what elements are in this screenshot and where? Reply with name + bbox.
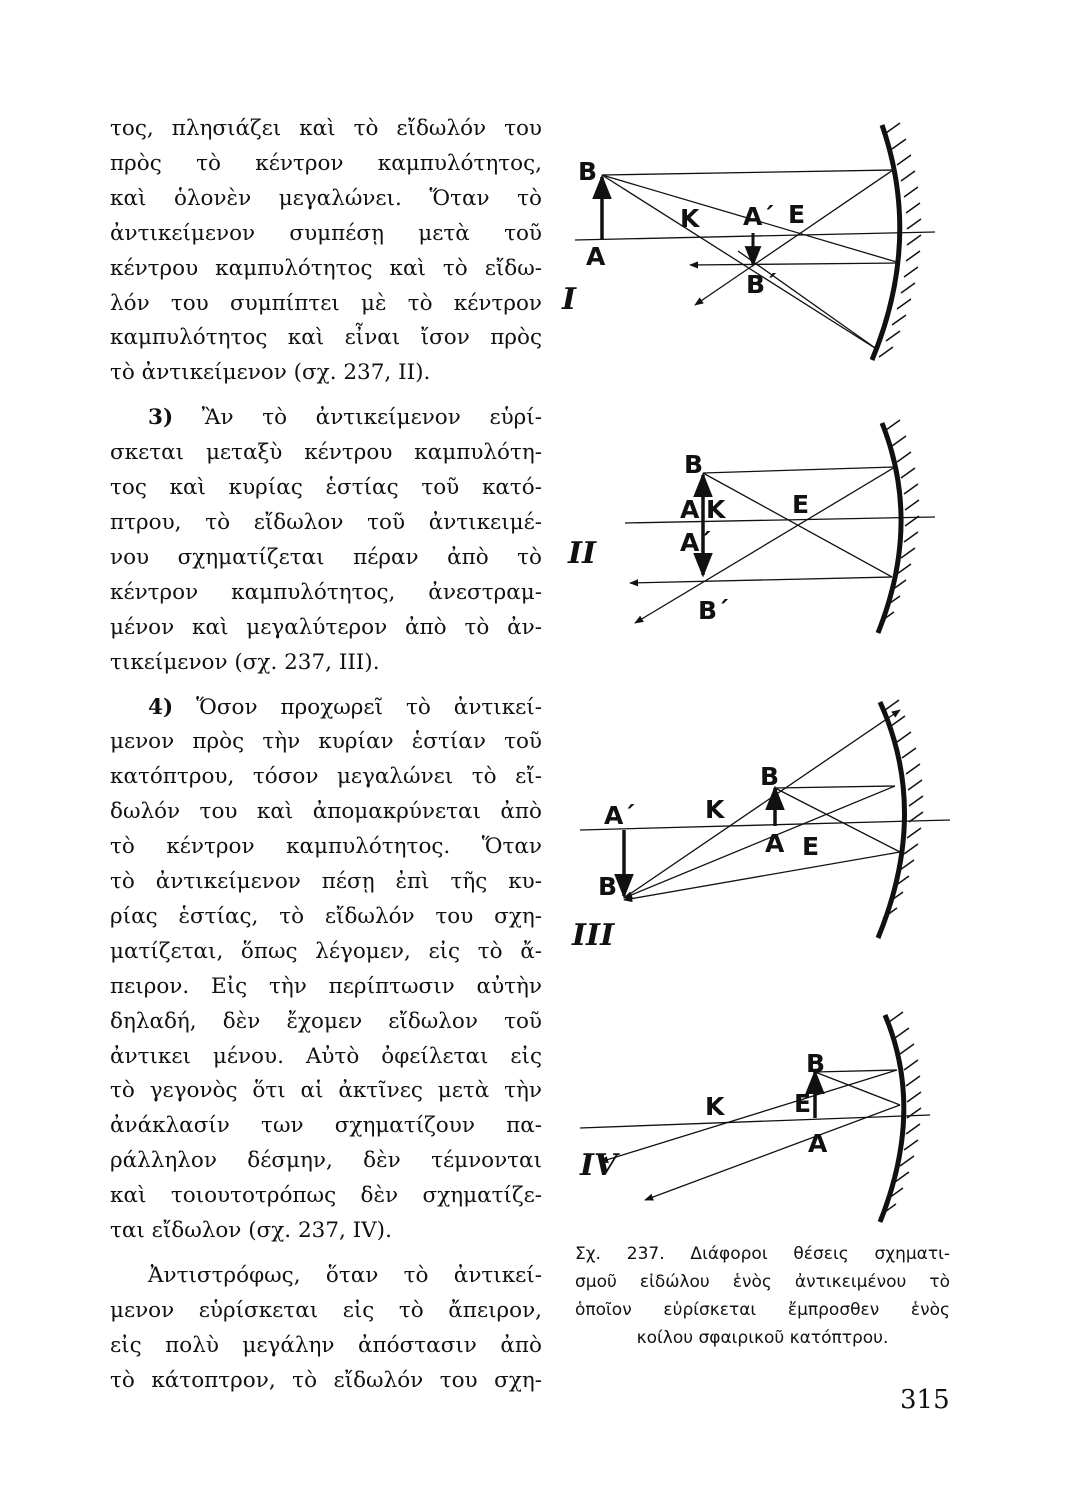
line-text: πειρον. Εἰς τὴν περίπτωσιν αὐτὴν xyxy=(110,973,542,999)
principal-axis xyxy=(625,517,935,523)
text-line xyxy=(110,356,542,391)
line-text: δωλόν του καὶ ἀπομακρύνεται ἀπὸ xyxy=(110,799,542,825)
line-text: κέντρου καμπυλότητος καὶ τὸ εἴδω- xyxy=(110,255,542,281)
text-line xyxy=(110,147,542,182)
caption-line: σμοῦ εἰδώλου ἑνὸς ἀντικειμένου τὸ xyxy=(575,1272,950,1292)
text-line xyxy=(110,252,542,287)
text-line xyxy=(110,646,542,681)
text-line xyxy=(110,471,542,506)
text-line xyxy=(110,1214,542,1249)
concave-mirror xyxy=(880,1015,904,1222)
line-text: τος, πλησιάζει καὶ τὸ εἴδωλόν του xyxy=(110,116,542,141)
figure-ii-diagram xyxy=(560,405,960,645)
label-a: A xyxy=(586,242,606,271)
text-line xyxy=(110,182,542,217)
figure-iv xyxy=(560,1000,960,1230)
line-text: τὸ ἀντικείμενον πέσῃ ἐπὶ τῆς κυ- xyxy=(110,869,542,895)
line-text: τὸ γεγονὸς ὅτι αἱ ἀκτῖνες μετὰ τὴν xyxy=(110,1078,542,1104)
line-text: δηλαδή, δὲν ἔχομεν εἴδωλον τοῦ xyxy=(110,1008,542,1034)
caption-line: Σχ. 237. Διάφοροι θέσεις σχηματι- xyxy=(575,1244,950,1264)
line-text: ράλληλον δέσμην, δὲν τέμνονται xyxy=(110,1148,542,1174)
rays xyxy=(624,710,900,900)
label-b-prime: B΄ xyxy=(598,872,629,901)
text-line xyxy=(110,436,542,471)
rays xyxy=(630,467,895,623)
principal-axis xyxy=(580,1115,930,1128)
figure-i-numeral: I xyxy=(562,282,577,317)
figure-i xyxy=(560,115,960,375)
text-line xyxy=(110,795,542,830)
line-text: ἀνάκλασίν των σχηματίζουν πα- xyxy=(110,1113,542,1139)
concave-mirror xyxy=(878,423,901,633)
label-k: K xyxy=(705,1092,725,1121)
concave-mirror xyxy=(872,125,900,360)
text-line xyxy=(110,760,542,795)
caption-line: ὁποῖον εὑρίσκεται ἔμπροσθεν ἑνὸς xyxy=(575,1300,950,1320)
page-number: 315 xyxy=(900,1385,950,1415)
concave-mirror xyxy=(878,702,905,938)
line-text: ρίας ἑστίας, τὸ εἴδωλόν του σχη- xyxy=(110,903,542,929)
label-b: B xyxy=(578,157,598,186)
line-text: ματίζεται, ὅπως λέγομεν, εἰς τὸ ἄ- xyxy=(110,938,542,964)
text-line xyxy=(110,321,542,356)
line-text: τὸ ἀντικείμενον (σχ. 237, II). xyxy=(110,360,431,386)
caption-line: κοίλου σφαιρικοῦ κατόπτρου. xyxy=(636,1328,889,1348)
line-text: Ὅσον προχωρεῖ τὸ ἀντικεί- xyxy=(173,694,542,720)
text-line xyxy=(110,611,542,646)
text-line xyxy=(110,506,542,541)
text-line xyxy=(110,1329,542,1364)
line-text: μενον εὑρίσκεται εἰς τὸ ἄπειρον, xyxy=(110,1297,542,1323)
label-a: A xyxy=(765,829,785,858)
text-line xyxy=(110,1294,542,1329)
text-line xyxy=(110,217,542,252)
label-k: K xyxy=(705,795,725,824)
text-line xyxy=(110,900,542,935)
line-text: νου σχηματίζεται πέραν ἀπὸ τὸ xyxy=(110,544,542,570)
label-e: E xyxy=(788,200,806,229)
line-text: κατόπτρου, τόσον μεγαλώνει τὸ εἴ- xyxy=(110,764,542,790)
text-line xyxy=(110,287,542,322)
line-text: πτρου, τὸ εἴδωλον τοῦ ἀντικειμέ- xyxy=(110,509,542,535)
figure-iii-diagram xyxy=(560,690,960,950)
line-text: ται εἴδωλον (σχ. 237, IV). xyxy=(110,1218,392,1244)
line-text: ἀντικει μένου. Αὐτὸ ὀφείλεται εἰς xyxy=(110,1043,542,1069)
line-text: εἰς πολὺ μεγάλην ἀπόστασιν ἀπὸ xyxy=(110,1332,542,1358)
line-text: τικείμενον (σχ. 237, III). xyxy=(110,649,380,675)
figure-iii-numeral: III xyxy=(572,918,615,953)
line-text: μένον καὶ μεγαλύτερον ἀπὸ τὸ ἀν- xyxy=(110,614,542,640)
label-a: A xyxy=(680,495,700,524)
text-line xyxy=(110,1179,542,1214)
line-text: τὸ κάτοπτρον, τὸ εἴδωλόν του σχη- xyxy=(110,1367,542,1393)
item-number: 3) xyxy=(148,405,174,431)
line-text: μενον πρὸς τὴν κυρίαν ἑστίαν τοῦ xyxy=(110,729,542,755)
label-k: K xyxy=(706,495,726,524)
text-line xyxy=(110,1005,542,1040)
label-a-prime: A΄ xyxy=(743,202,774,231)
text-line xyxy=(110,401,542,436)
line-text: πρὸς τὸ κέντρον καμπυλότητος, xyxy=(110,150,542,176)
line-text: καὶ τοιουτοτρόπως δὲν σχηματίζε- xyxy=(110,1183,542,1209)
text-line xyxy=(110,691,542,726)
rays xyxy=(602,170,900,350)
label-b: B xyxy=(684,450,704,479)
text-line xyxy=(110,725,542,760)
line-text: ἀντικείμενον συμπέσῃ μετὰ τοῦ xyxy=(110,220,542,246)
label-b-prime: B΄ xyxy=(746,270,777,299)
line-text: Ἂν τὸ ἀντικείμενον εὑρί- xyxy=(173,405,542,431)
label-b: B xyxy=(806,1049,826,1078)
figure-ii-numeral: II xyxy=(568,536,597,571)
body-text xyxy=(110,112,542,1399)
text-line xyxy=(110,1040,542,1075)
label-b: B xyxy=(760,762,780,791)
figure-iv-numeral: IV xyxy=(580,1148,618,1183)
line-text: καμπυλότητος καὶ εἶναι ἴσον πρὸς xyxy=(110,325,542,351)
item-number: 4) xyxy=(148,694,174,720)
text-line xyxy=(110,1109,542,1144)
rays xyxy=(600,1070,900,1200)
label-k: K xyxy=(680,204,700,233)
text-line xyxy=(110,1144,542,1179)
text-line xyxy=(110,1364,542,1399)
line-text: Ἀντιστρόφως, ὅταν τὸ ἀντικεί- xyxy=(148,1263,542,1288)
text-line xyxy=(110,865,542,900)
figure-ii xyxy=(560,405,960,645)
text-line xyxy=(110,970,542,1005)
figure-i-diagram xyxy=(560,115,960,375)
line-text: καὶ ὁλονὲν μεγαλώνει. Ὅταν τὸ xyxy=(110,185,542,211)
text-line xyxy=(110,830,542,865)
figure-caption xyxy=(575,1240,950,1352)
label-a: A xyxy=(808,1129,828,1158)
text-line xyxy=(110,541,542,576)
line-text: τος καὶ κυρίας ἑστίας τοῦ κατό- xyxy=(110,475,542,501)
label-e: E xyxy=(792,490,810,519)
line-text: σκεται μεταξὺ κέντρου καμπυλότη- xyxy=(110,440,542,466)
label-a-prime: A΄ xyxy=(680,528,711,557)
line-text: κέντρον καμπυλότητος, ἀνεστραμ- xyxy=(110,579,542,605)
text-line xyxy=(110,112,542,147)
line-text: τὸ κέντρον καμπυλότητος. Ὅταν xyxy=(110,834,542,860)
label-e: E xyxy=(794,1089,812,1118)
label-a-prime: A΄ xyxy=(604,801,635,830)
text-line xyxy=(110,1259,542,1294)
text-line xyxy=(110,576,542,611)
label-b-prime: B΄ xyxy=(698,596,729,625)
label-e: E xyxy=(802,832,820,861)
principal-axis xyxy=(575,232,935,240)
text-line xyxy=(110,1074,542,1109)
line-text: λόν του συμπίπτει μὲ τὸ κέντρον xyxy=(110,290,542,316)
figure-iv-diagram xyxy=(560,1000,960,1230)
figure-iii xyxy=(560,690,960,950)
text-line xyxy=(110,935,542,970)
